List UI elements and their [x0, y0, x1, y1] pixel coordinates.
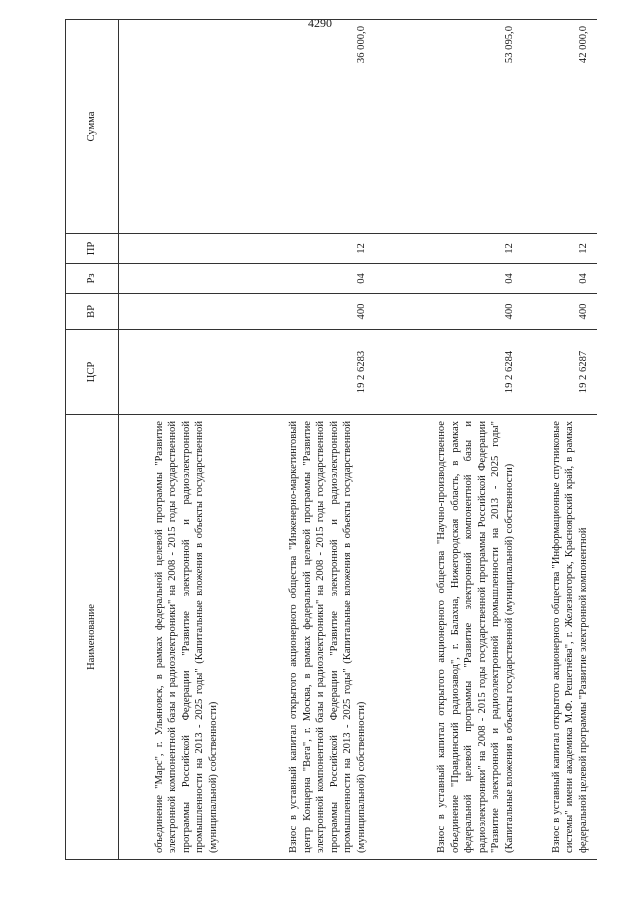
row-name: объединение "Марс", г. Ульяновск, в рамках федеральной целевой программы "Развитие электронной компонентной базы и радиоэлектроники" на 2008 - 2015 годы государственной программы Российской Федерации "Развитие электронной и радиоэлектронной промышленности на 2013 - 2025 годы" (Капитальные вложения в объекты государственной (муниципальной) собственности): [119, 415, 227, 860]
row-pr: [119, 234, 227, 264]
row-pr: 12: [375, 234, 523, 264]
row-pr: 12: [523, 234, 597, 264]
row-csr: [119, 330, 227, 415]
row-sum: 53 095,0: [375, 20, 523, 234]
row-rz: 04: [227, 264, 375, 294]
table-row: [119, 20, 227, 860]
row-pr: 12: [227, 234, 375, 264]
table-row: [375, 20, 523, 860]
row-csr: 19 2 6284: [375, 330, 523, 415]
rotated-table-canvas: [65, 20, 595, 860]
header-pr: ПР: [66, 234, 119, 264]
header-vr: ВР: [66, 294, 119, 330]
budget-table: [65, 19, 597, 860]
page-number: 4290: [308, 16, 332, 30]
row-rz: 04: [375, 264, 523, 294]
row-vr: 400: [227, 294, 375, 330]
row-name: Взнос в уставный капитал открытого акционерного общества "Инженерно-маркетинговый центр Концерна "Вега", г. Москва, в рамках федеральной целевой программы "Развитие электронной компонентной базы и радиоэлектроники" на 2008 - 2015 годы государственной программы Российской Федерации "Развитие электронной и радиоэлектронной промышленности на 2013 - 2025 годы" (Капитальные вложения в объекты государственной (муниципальной) собственности): [227, 415, 375, 860]
row-csr: 19 2 6287: [523, 330, 597, 415]
row-sum: 36 000,0: [227, 20, 375, 234]
row-sum: 42 000,0: [523, 20, 597, 234]
row-sum: [119, 20, 227, 234]
row-name: Взнос в уставный капитал открытого акционерного общества "Научно-производственное объединение "Правдинский радиозавод", г. Балахна, Нижегородская область, в рамках федеральной целевой программы "Развитие электронной компонентной базы и радиоэлектроники" на 2008 - 2015 годы государственной программы Российской Федерации "Развитие электронной и радиоэлектронной промышленности на 2013 - 2025 годы" (Капитальные вложения в объекты государственной (муниципальной) собственности): [375, 415, 523, 860]
row-csr: 19 2 6283: [227, 330, 375, 415]
row-rz: [119, 264, 227, 294]
header-name: Наименование: [66, 415, 119, 860]
table-row: [523, 20, 597, 860]
row-name: Взнос в уставный капитал открытого акционерного общества "Информационные спутниковые системы" имени академика М.Ф. Решетнёва", г. Железногорск, Красноярский край, в рамках федеральной целевой программы "Развитие электронной компонентной: [523, 415, 597, 860]
header-sum: Сумма: [66, 20, 119, 234]
table-header-row: [66, 20, 119, 860]
header-rz: Рз: [66, 264, 119, 294]
header-csr: ЦСР: [66, 330, 119, 415]
row-rz: 04: [523, 264, 597, 294]
table-row: [227, 20, 375, 860]
row-vr: 400: [375, 294, 523, 330]
row-vr: [119, 294, 227, 330]
row-vr: 400: [523, 294, 597, 330]
